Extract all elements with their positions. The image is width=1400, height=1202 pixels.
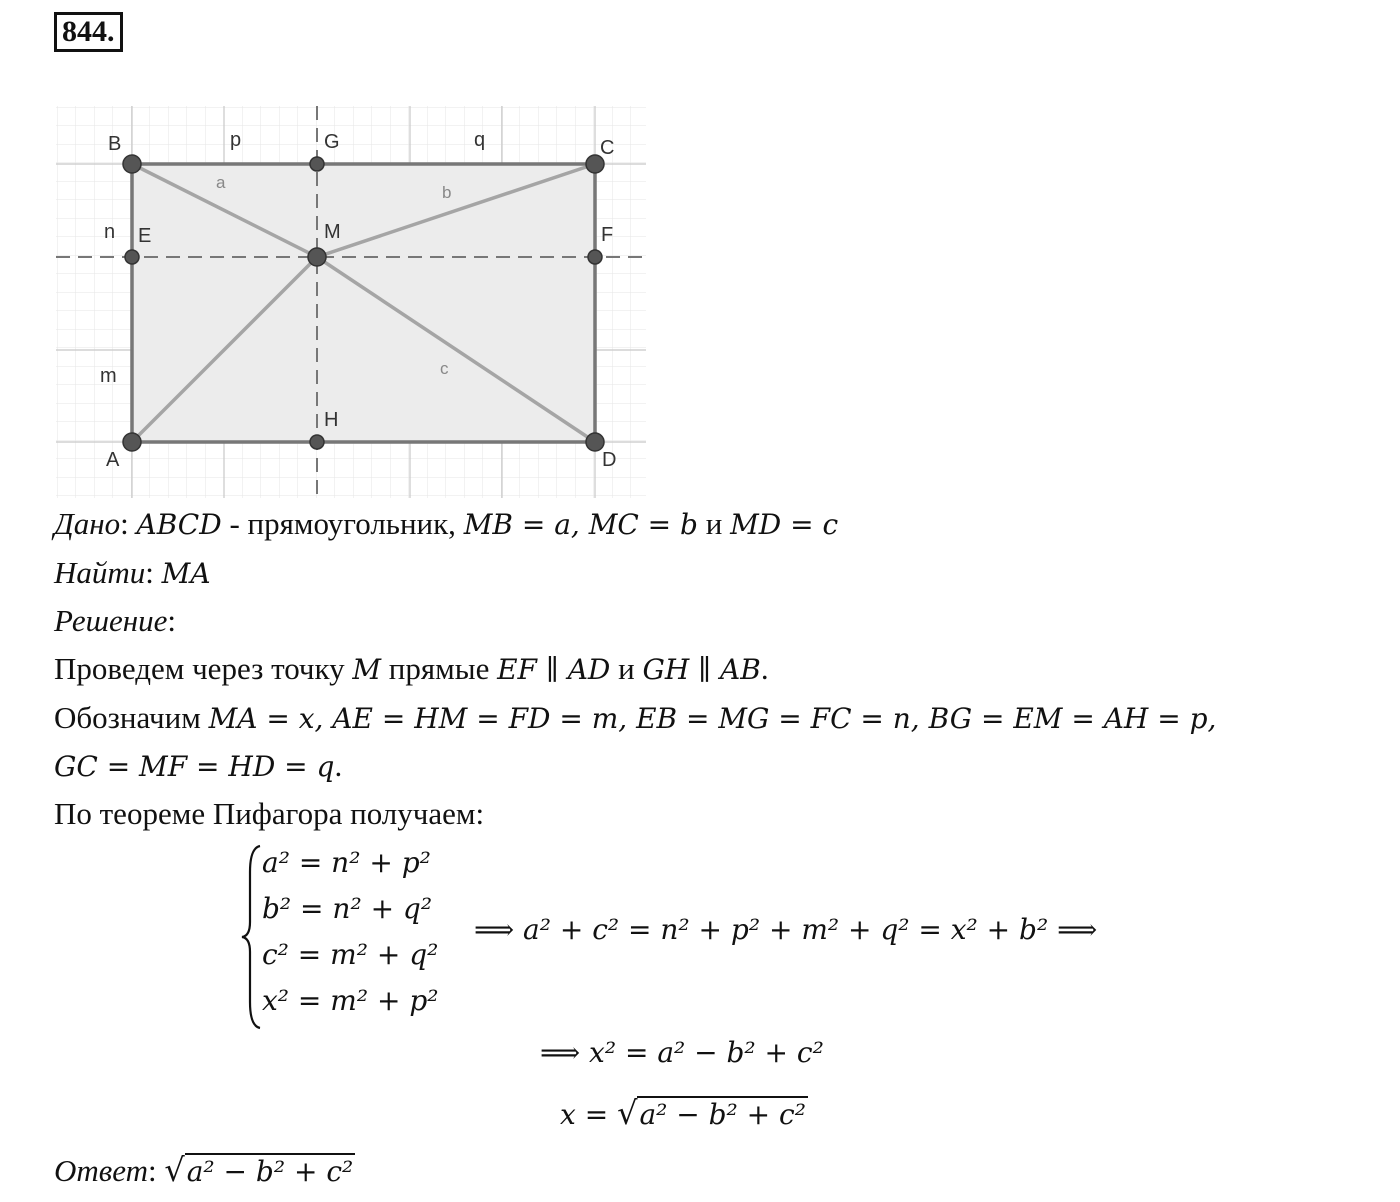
label-e: E	[138, 225, 152, 247]
label-m-side: m	[100, 365, 117, 387]
answer-radicand: a² − b² + c²	[186, 1155, 354, 1188]
given-text-3: и	[697, 506, 731, 541]
given-sep: :	[120, 506, 137, 541]
l1-text-4: .	[760, 651, 769, 686]
result-radicand: a² − b² + c²	[639, 1098, 806, 1131]
implication-2: ⟹ x² = a² − b² + c²	[540, 1036, 824, 1069]
point-a	[123, 433, 141, 451]
problem-number: 844.	[54, 12, 123, 52]
result-formula	[560, 1094, 808, 1132]
label-c: C	[600, 137, 615, 159]
point-h	[310, 435, 324, 449]
solution-line-3	[54, 746, 342, 787]
solution-label: Решение	[54, 603, 168, 638]
rectangle-figure	[56, 106, 646, 498]
l1-text-3: и	[610, 651, 643, 686]
l1-text-1: Проведем через точку	[54, 651, 353, 686]
given-line	[54, 504, 838, 545]
find-line	[54, 553, 211, 594]
system-row: a² = n² + p²	[262, 846, 431, 879]
label-q: q	[474, 129, 486, 151]
point-g	[310, 157, 324, 171]
point-m	[308, 248, 326, 266]
find-sep: :	[145, 555, 162, 590]
point-b	[123, 155, 141, 173]
find-label: Найти	[54, 555, 146, 590]
label-m: M	[324, 221, 341, 243]
left-brace	[240, 842, 262, 1032]
system-row: b² = n² + q²	[262, 892, 433, 925]
l2-math-1: MA = x, AE = HM = FD = m, EB = MG = FC = n, BG = EM = AH = p,	[208, 702, 1217, 735]
label-g: G	[324, 131, 340, 153]
label-p: p	[230, 129, 242, 151]
solution-line-1	[54, 649, 769, 690]
given-math-1: ABCD	[136, 508, 222, 541]
l1-math-3: GH ∥ AB	[642, 653, 761, 686]
l3-text-1: .	[334, 748, 343, 783]
solution-line-2	[54, 698, 1216, 739]
answer-label: Ответ	[54, 1153, 148, 1188]
solution-sep: :	[167, 603, 176, 638]
label-d: D	[602, 449, 617, 471]
given-text-2: - прямоугольник,	[221, 506, 464, 541]
label-seg-b: b	[442, 183, 452, 202]
implication-1: ⟹ a² + c² = n² + p² + m² + q² = x² + b² ⟹	[474, 913, 1098, 946]
l1-math-2: EF ∥ AD	[497, 653, 611, 686]
label-a: A	[106, 449, 120, 471]
answer-sep: :	[147, 1153, 165, 1188]
label-h: H	[324, 409, 339, 431]
l2-text-1: Обозначим	[54, 700, 209, 735]
answer-line	[54, 1150, 355, 1192]
system-row: c² = m² + q²	[262, 938, 439, 971]
given-math-3: MD = c	[730, 508, 839, 541]
point-f	[588, 250, 602, 264]
given-math-2: MB = a, MC = b	[463, 508, 698, 541]
l4-text-1: По теореме Пифагора получаем:	[54, 796, 485, 831]
label-seg-c: c	[440, 359, 449, 378]
rectangle-abcd	[132, 164, 595, 442]
system-row: x² = m² + p²	[262, 984, 439, 1017]
solution-line-4	[54, 794, 484, 834]
label-f: F	[601, 224, 614, 246]
label-b: B	[108, 133, 122, 155]
point-e	[125, 250, 139, 264]
result-lhs: x =	[560, 1098, 618, 1131]
label-seg-a: a	[216, 173, 226, 192]
l3-math-1: GC = MF = HD = q	[54, 750, 335, 783]
l1-text-2: прямые	[381, 651, 498, 686]
solution-line	[54, 601, 176, 641]
given-label: Дано	[54, 506, 121, 541]
sqrt-icon: √a² − b² + c²	[617, 1094, 806, 1132]
find-math: MA	[161, 557, 211, 590]
label-n: n	[104, 221, 116, 243]
answer-sqrt: √a² − b² + c²	[164, 1151, 354, 1189]
l1-math-1: M	[352, 653, 382, 686]
